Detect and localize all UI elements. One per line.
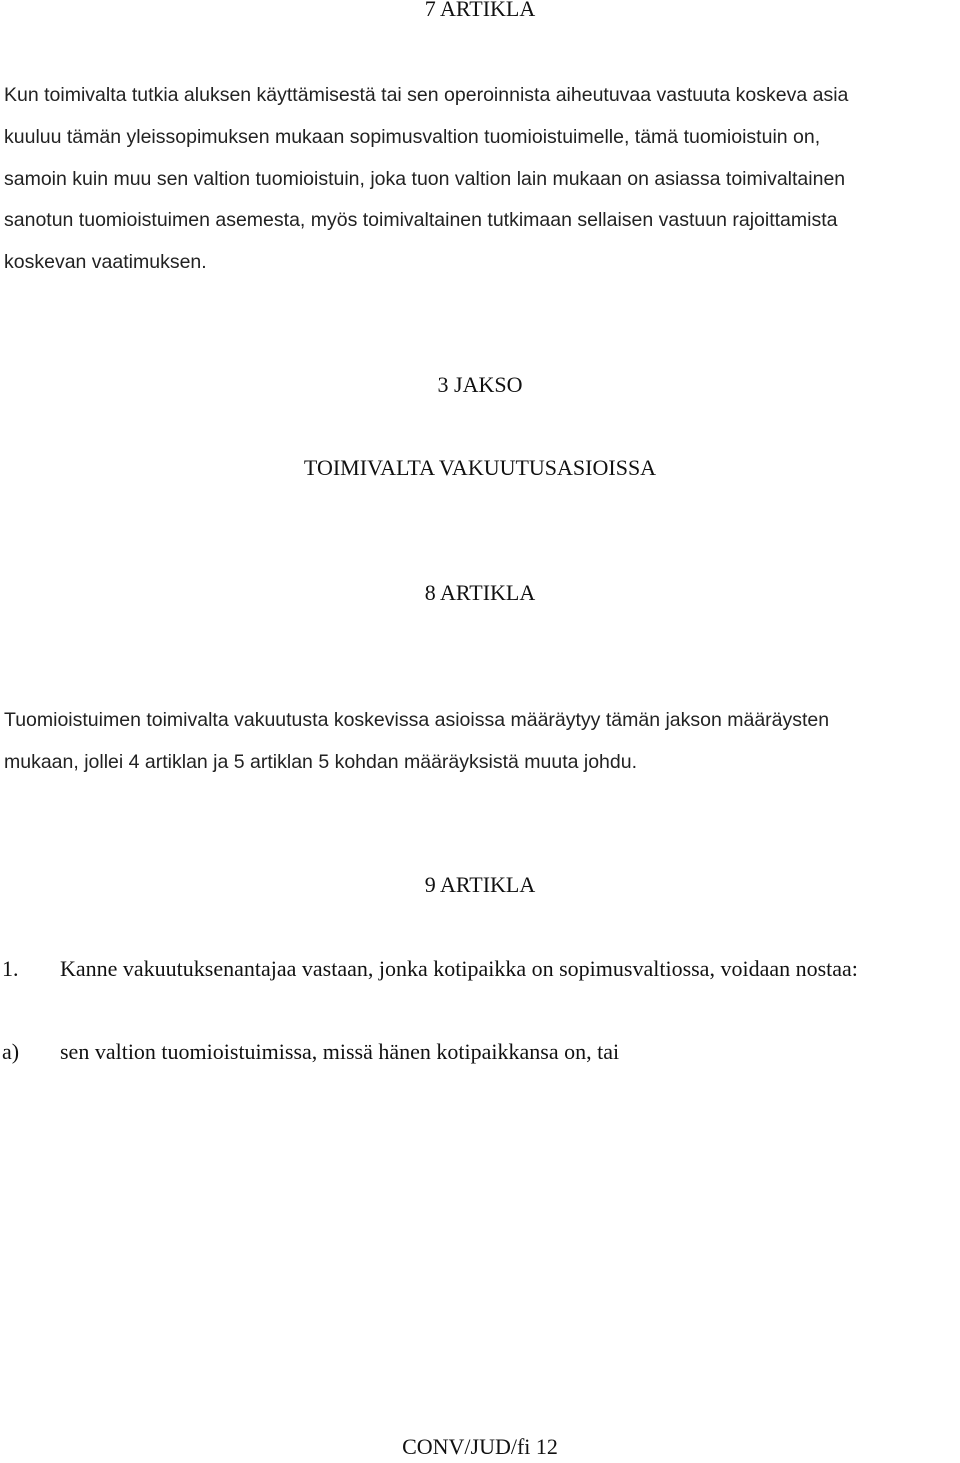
page-footer: CONV/JUD/fi 12: [402, 1434, 558, 1459]
list-item-a-text: sen valtion tuomioistuimissa, missä hänen kotipaikkansa on, tai: [60, 1039, 620, 1064]
list-item-a-label: a): [2, 1039, 20, 1064]
paragraph-1-line-3: samoin kuin muu sen valtion tuomioistuin, joka tuon valtion lain mukaan on asiassa toimivaltainen: [4, 168, 846, 190]
paragraph-1-line-2: kuuluu tämän yleissopimuksen mukaan sopimusvaltion tuomioistuimelle, tämä tuomioistuin on,: [4, 126, 821, 148]
list-item-1-label: 1.: [2, 956, 19, 981]
paragraph-2-line-1: Tuomioistuimen toimivalta vakuutusta koskevissa asioissa määräytyy tämän jakson määräysten: [4, 709, 830, 731]
heading-article-9: 9 ARTIKLA: [424, 872, 536, 897]
paragraph-1-line-4: sanotun tuomioistuimen asemesta, myös toimivaltainen tutkimaan sellaisen vastuun rajoittamista: [4, 209, 838, 231]
paragraph-1-line-1: Kun toimivalta tutkia aluksen käyttämisestä tai sen operoinnista aiheutuvaa vastuuta koskeva asia: [4, 84, 849, 106]
paragraph-1-line-5: koskevan vaatimuksen.: [4, 251, 207, 273]
heading-section-3-title: TOIMIVALTA VAKUUTUSASIOISSA: [303, 455, 657, 480]
heading-section-3: 3 JAKSO: [437, 372, 523, 397]
list-item-1-text: Kanne vakuutuksenantajaa vastaan, jonka kotipaikka on sopimusvaltiossa, voidaan nostaa:: [60, 956, 858, 981]
heading-article-7: 7 ARTIKLA: [424, 0, 536, 21]
heading-article-8: 8 ARTIKLA: [424, 580, 536, 605]
paragraph-2-line-2: mukaan, jollei 4 artiklan ja 5 artiklan 5 kohdan määräyksistä muuta johdu.: [4, 751, 638, 773]
